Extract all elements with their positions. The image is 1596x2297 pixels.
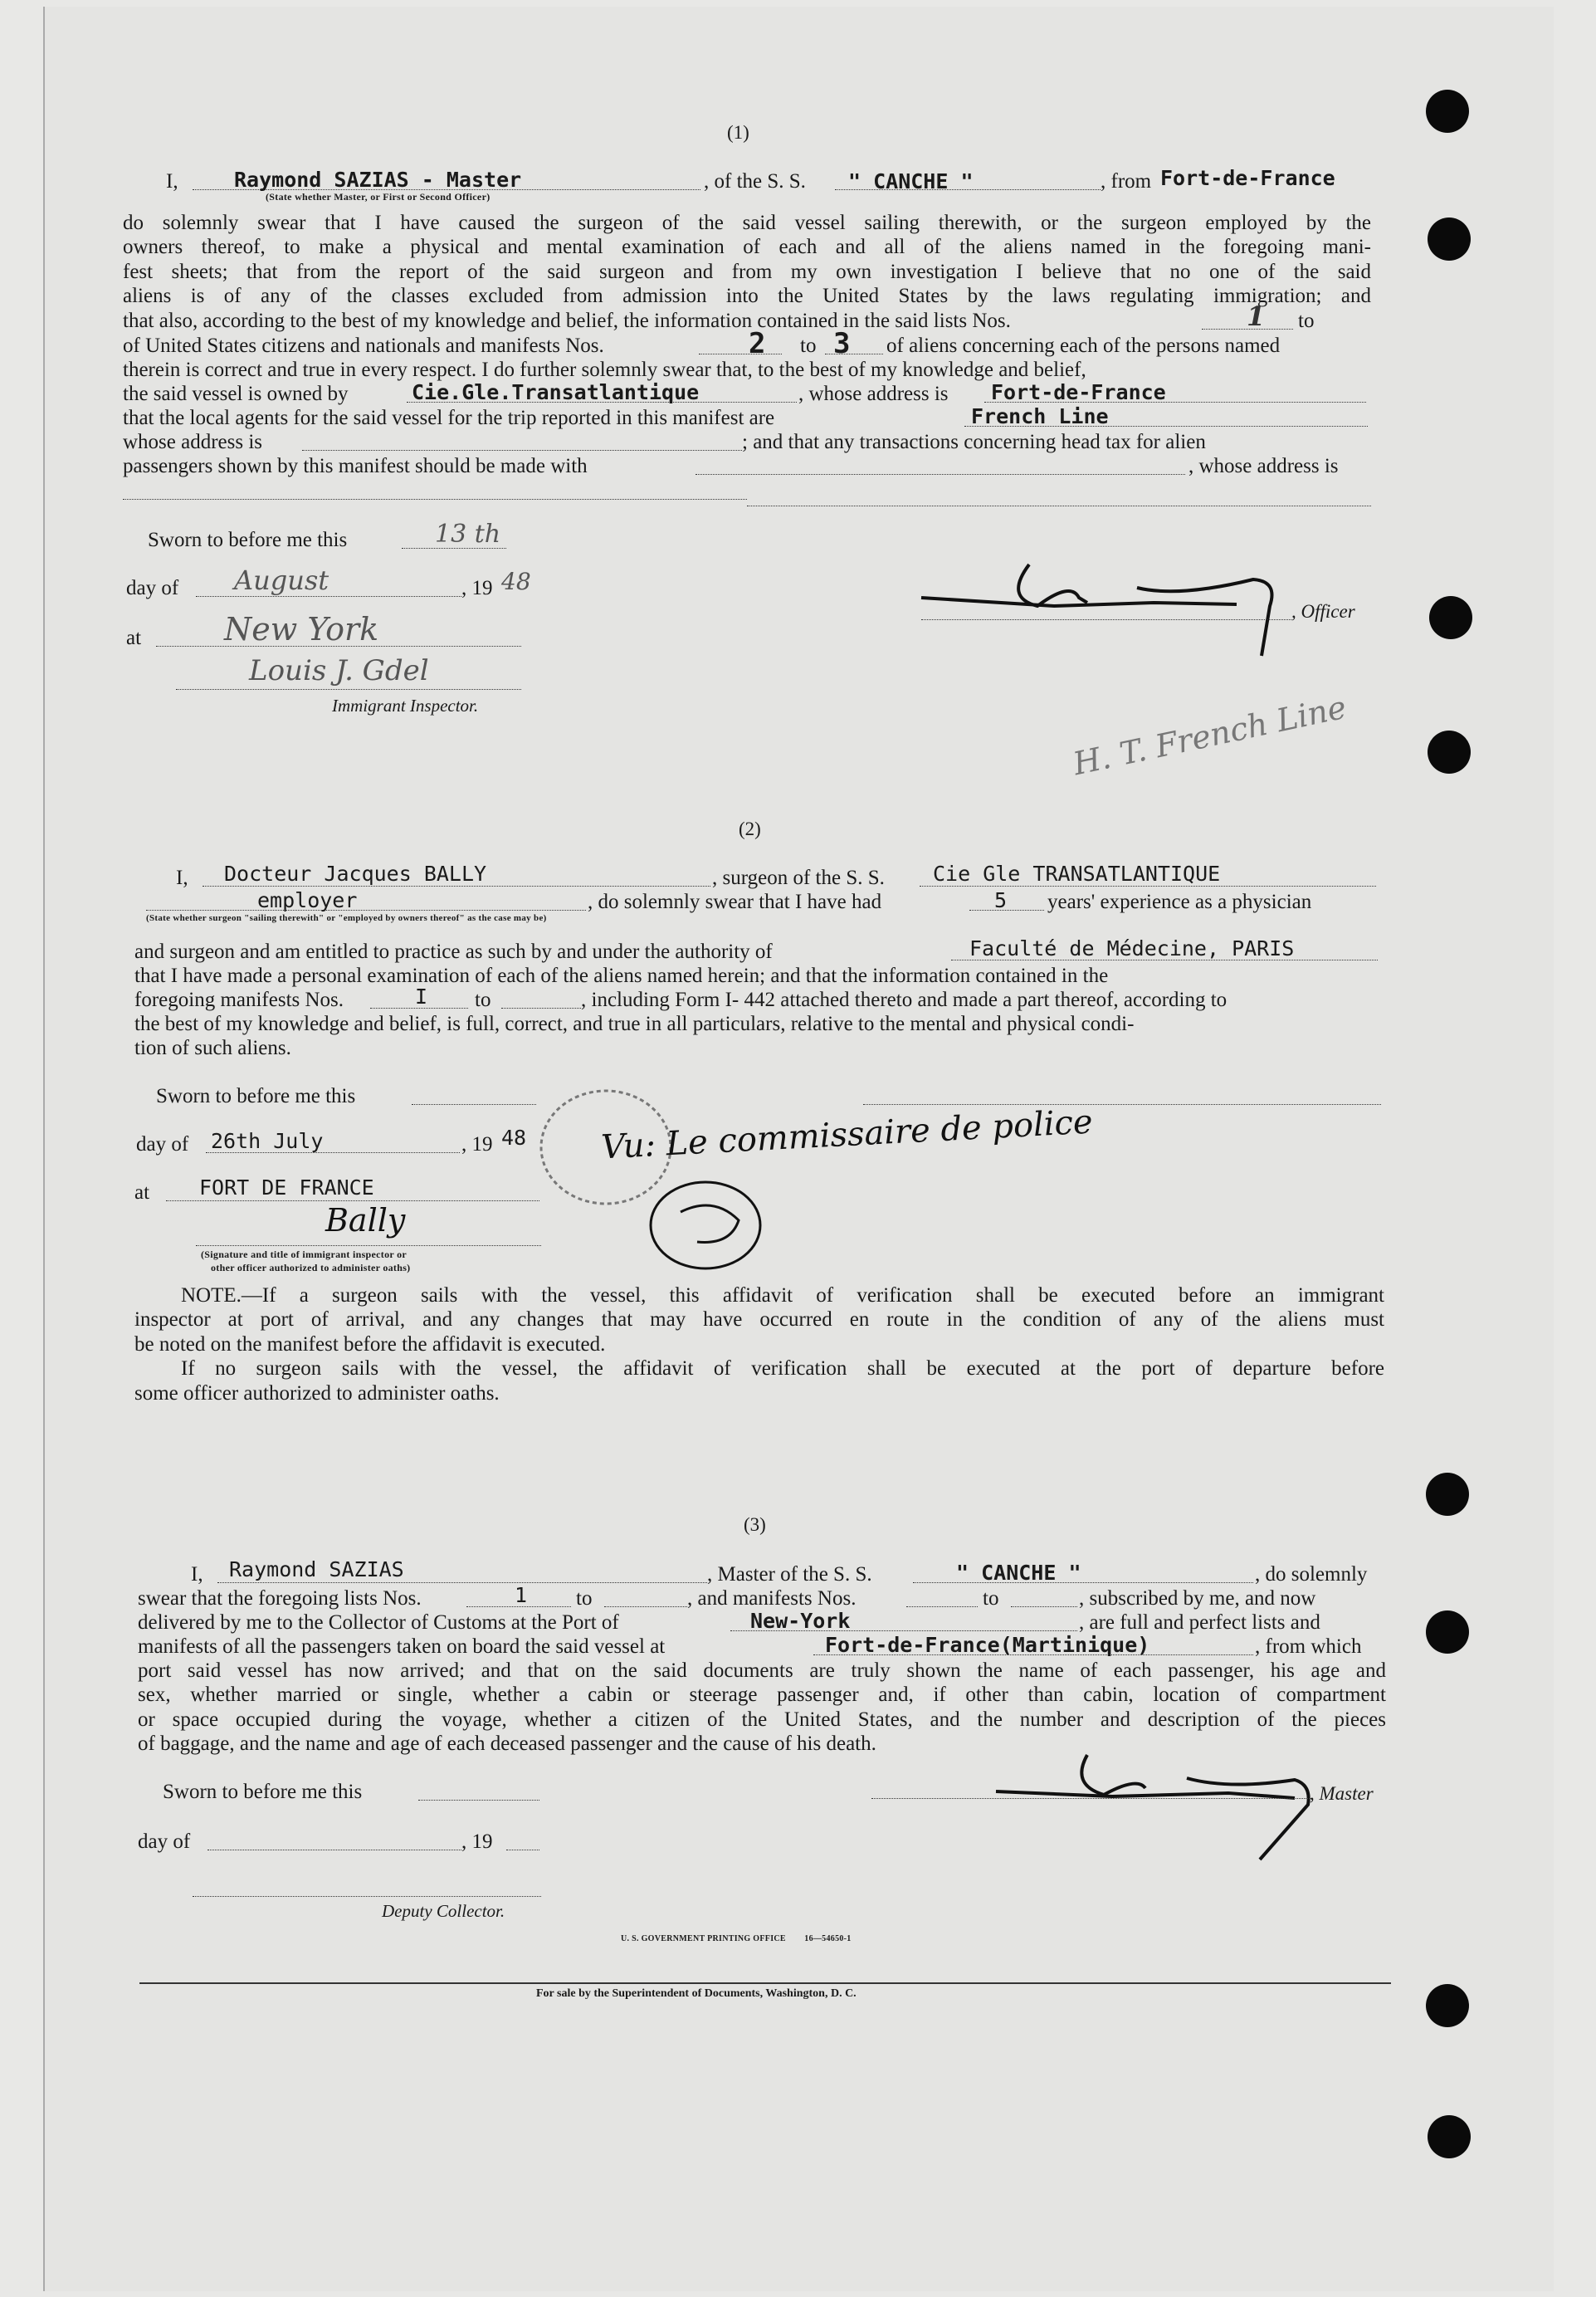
from-label: , from [1101, 170, 1152, 193]
company: Cie Gle TRANSATLANTIQUE [933, 862, 1221, 886]
officer-underline [921, 619, 1291, 620]
sworn-label: Sworn to before me this [148, 529, 348, 551]
stamp-right-underline [863, 1104, 1381, 1105]
master-of-label: , Master of the S. S. [707, 1563, 872, 1586]
master-signature [979, 1735, 1328, 1868]
swear-lists-text: swear that the foregoing lists Nos. [138, 1587, 422, 1610]
agents-address-label: whose address is [123, 431, 263, 453]
sworn-day: 13 th [435, 520, 501, 549]
punch-hole [1428, 2115, 1471, 2158]
punch-hole [1428, 217, 1471, 261]
port: New-York [750, 1609, 851, 1633]
subscribed-text: , subscribed by me, and now [1079, 1587, 1316, 1610]
lists-text: that also, according to the best of my knowledge and belief, the information contained in the said lists Nos. [123, 310, 1011, 332]
years: 5 [994, 888, 1008, 912]
deputy-underline [193, 1896, 541, 1897]
year: 48 [501, 568, 531, 595]
sworn-label: Sworn to before me this [163, 1781, 363, 1803]
master-name-underline [217, 1582, 707, 1583]
at-label: at [126, 627, 142, 649]
inspector-sig-underline [176, 689, 521, 690]
police-stamp [531, 1079, 813, 1278]
agents-text: that the local agents for the said vessel for the trip reported in this manifest are [123, 407, 775, 429]
ship-name: " CANCHE " [956, 1561, 1081, 1585]
intro-label: I, [176, 867, 188, 889]
place: FORT DE FRANCE [199, 1175, 374, 1200]
head-tax-with-text: passengers shown by this manifest should be made with [123, 455, 588, 477]
correct-text: therein is correct and true in every respect. I do further solemnly swear that, to the best of my knowledge and belief, [123, 359, 1086, 381]
authority: Faculté de Médecine, PARIS [969, 936, 1295, 960]
printing-office: U. S. GOVERNMENT PRINTING OFFICE 16—54650-1 [621, 1934, 852, 1943]
delivered-text: delivered by me to the Collector of Customs at the Port of [138, 1611, 619, 1634]
at-label: at [134, 1181, 150, 1204]
arrival-paragraph: port said vessel has now arrived; and that on the said documents are truly shown the name of each passenger, his age and sex, whether married or single, whether a cabin or steerage passenger and, if other than cabin, location of compartment or space occupied during the voyage, whether a citizen of the United States, and the number and description of the pieces of baggage, and the name and age of each deceased passenger and the cause of his death. [138, 1659, 1386, 1756]
lists-number: 1 [1247, 301, 1266, 332]
inspector-title: Immigrant Inspector. [332, 696, 479, 716]
master-label: , Master [1310, 1783, 1374, 1804]
aliens-text: tion of such aliens. [134, 1037, 291, 1059]
section-number: (1) [727, 122, 749, 143]
from-port: Fort-de-France [1160, 166, 1335, 190]
sworn-underline [418, 1800, 539, 1801]
full-perfect-text: , are full and perfect lists and [1079, 1611, 1320, 1634]
master-name: Raymond SAZIAS - Master [234, 168, 522, 192]
head-tax-address-label: , whose address is [1188, 455, 1339, 477]
agents-address-underline [302, 450, 742, 451]
day-of-label: day of [126, 577, 179, 599]
role-underline [146, 910, 586, 911]
month-underline [196, 596, 461, 597]
years-label: years' experience as a physician [1047, 891, 1312, 913]
list-to-underline [604, 1606, 687, 1607]
place-underline [166, 1200, 539, 1201]
inspector-signature: Louis J. Gdel [249, 654, 429, 687]
examination-text: that I have made a personal examination of each of the aliens named herein; and that the information contained in the [134, 965, 1109, 987]
manifest-to-underline [501, 1008, 581, 1009]
intro-label: I, [166, 170, 178, 193]
company-underline [920, 886, 1376, 887]
officer-label: , Officer [1291, 601, 1355, 622]
month: August [234, 564, 329, 596]
owner-address-label: , whose address is [798, 383, 949, 405]
manifest-to-label: to [800, 335, 817, 357]
sig-hint: (Signature and title of immigrant inspector or [201, 1249, 408, 1260]
to-label: to [983, 1587, 999, 1610]
surgeon-signature: Bally [325, 1202, 406, 1239]
agents: French Line [971, 404, 1109, 428]
sig-underline [196, 1245, 541, 1246]
master-name: Raymond SAZIAS [229, 1557, 404, 1581]
best-knowledge-text: the best of my knowledge and belief, is full, correct, and true in all particulars, relative to the mental and physical condi- [134, 1013, 1135, 1035]
year-prefix: , 19 [461, 1830, 493, 1853]
punch-hole [1426, 1473, 1469, 1516]
day-of-label: day of [138, 1830, 191, 1853]
head-tax-text: ; and that any transactions concerning head tax for alien [742, 431, 1206, 453]
punch-hole [1429, 596, 1472, 639]
to-label: to [576, 1587, 593, 1610]
for-sale-note: For sale by the Superintendent of Documents, Washington, D. C. [536, 1987, 857, 2000]
name-hint: (State whether Master, or First or Second Officer) [266, 191, 491, 203]
manifests-text: of United States citizens and nationals and manifests Nos. [123, 335, 604, 357]
solemnly-text: , do solemnly swear that I have had [588, 891, 882, 913]
of-aliens-text: of aliens concerning each of the persons named [886, 335, 1281, 357]
day-of-label: day of [136, 1133, 189, 1156]
footer-rule [139, 1982, 1391, 1984]
manifest-to: 3 [833, 327, 851, 360]
officer-signature [905, 548, 1303, 664]
section-number: (2) [739, 819, 761, 839]
surgeon-name: Docteur Jacques BALLY [224, 862, 487, 886]
manifest-to-label: to [475, 989, 491, 1011]
punch-hole [1426, 1984, 1469, 2027]
date: 26th July [211, 1129, 324, 1153]
foregoing-text: foregoing manifests Nos. [134, 989, 344, 1011]
place: New York [224, 611, 379, 648]
sig-hint: other officer authorized to administer oaths) [211, 1262, 411, 1273]
of-ss-label: , of the S. S. [704, 170, 806, 193]
year-prefix: , 19 [461, 577, 493, 599]
manifest-from: 2 [749, 327, 766, 360]
master-underline [871, 1798, 1311, 1799]
year-prefix: , 19 [461, 1133, 493, 1156]
owner: Cie.Gle.Transatlantique [412, 380, 700, 404]
including-text: , including Form I- 442 attached thereto and made a part thereof, according to [581, 989, 1228, 1011]
head-tax-address-underline [123, 499, 747, 500]
role-hint: (State whether surgeon "sailing therewith" or "employed by owners thereof" as the case may be) [146, 913, 547, 923]
intro-label: I, [191, 1563, 203, 1586]
head-tax-underline [696, 474, 1185, 475]
to-label: to [1298, 310, 1315, 332]
and-manifests-text: , and manifests Nos. [687, 1587, 857, 1610]
owned-by-text: the said vessel is owned by [123, 383, 349, 405]
year: 48 [501, 1126, 527, 1150]
list-from: 1 [515, 1583, 528, 1607]
sworn-underline [412, 1104, 536, 1105]
ship-name: " CANCHE " [848, 169, 974, 193]
authority-text: and surgeon and am entitled to practice as such by and under the authority of [134, 941, 773, 963]
manifest-to-underline [1011, 1606, 1077, 1607]
punch-hole [1426, 1610, 1469, 1654]
departure-port: Fort-de-France(Martinique) [825, 1633, 1150, 1657]
note-paragraph: NOTE.—If a surgeon sails with the vessel, this affidavit of verification shall be executed before an immigrant inspector at port of arrival, and any changes that may have occurred en route in the condition of any of the aliens must be noted on the manifest before the affidavit is executed. If no surgeon sails with the vessel, the affidavit of verification shall be executed at the port of departure before some officer authorized to administer oaths. [134, 1284, 1384, 1405]
side-note: H. T. French Line [1070, 688, 1350, 783]
deputy-collector: Deputy Collector. [382, 1901, 505, 1921]
sworn-label: Sworn to before me this [156, 1085, 356, 1107]
oath-paragraph: do solemnly swear that I have caused the surgeon of the said vessel sailing therewith, or the surgeon employed by the owners thereof, to make a physical and mental examination of each and all of the aliens named in the foregoing mani- fest sheets; that from the report of the said surgeon and from my own investigation I believe that no one of the said aliens is of any of the classes excluded from admission into the United States by the laws regulating immigration; and [123, 212, 1371, 308]
role: employer [257, 888, 358, 912]
solemnly-label: , do solemnly [1255, 1563, 1368, 1586]
surgeon-name-underline [203, 886, 710, 887]
manifest-from-underline [906, 1606, 978, 1607]
section-number: (3) [744, 1514, 766, 1535]
stamp-text: Vu: Le commissaire de police [600, 1102, 1094, 1167]
owner-address: Fort-de-France [991, 380, 1166, 404]
punch-hole [1428, 731, 1471, 774]
manifests-all-text: manifests of all the passengers taken on board the said vessel at [138, 1635, 666, 1658]
punch-hole [1426, 90, 1469, 133]
from-which-text: , from which [1255, 1635, 1362, 1658]
surgeon-of-label: , surgeon of the S. S. [712, 867, 885, 889]
manifest-from: I [415, 985, 428, 1009]
